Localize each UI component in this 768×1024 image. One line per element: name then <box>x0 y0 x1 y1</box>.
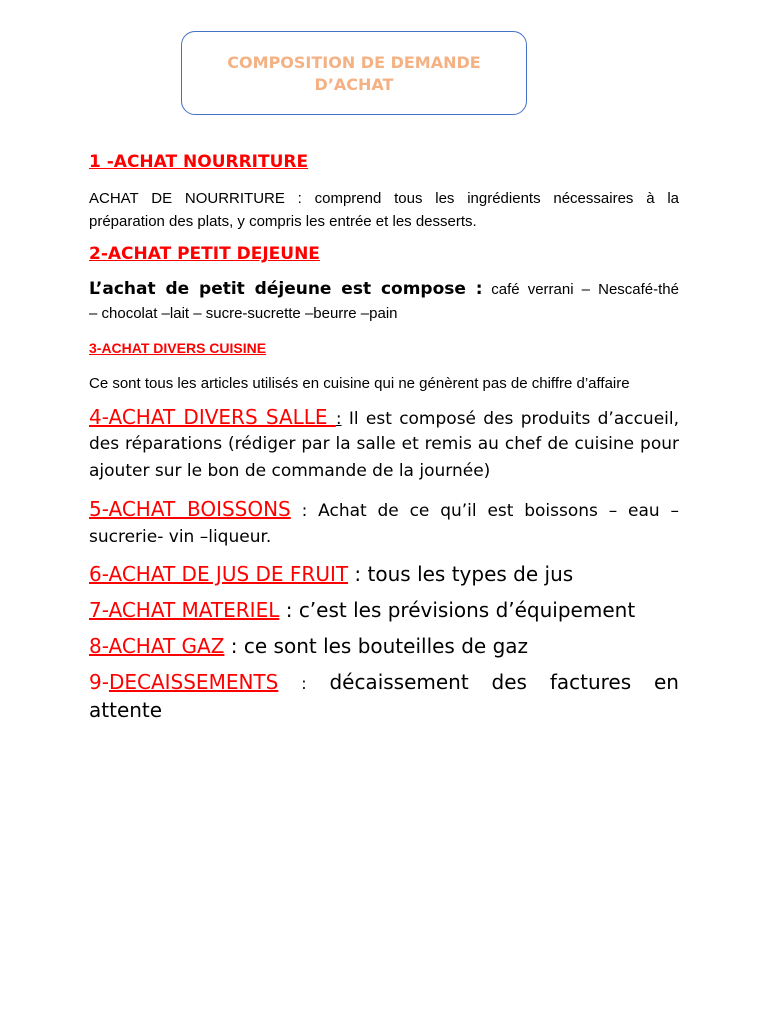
section-9-body-2 <box>89 696 679 724</box>
section-heading: 2-ACHAT PETIT DEJEUNE <box>89 244 320 264</box>
section-heading: DECAISSEMENTS <box>108 670 279 694</box>
section-colon: : <box>335 409 342 429</box>
section-body-line: : c’est les prévisions d’équipement <box>279 598 636 622</box>
section-heading: 3-ACHAT DIVERS CUISINE <box>89 340 267 356</box>
section-heading: 7-ACHAT MATERIEL <box>89 598 280 622</box>
section-8-block <box>89 632 679 660</box>
section-4-body-2 <box>89 431 679 458</box>
section-body-line: ACHAT DE NOURRITURE : comprend tous les ingrédients nécessaires à la <box>89 190 679 207</box>
section-body-line: préparation des plats, y compris les entrée et les desserts. <box>89 213 477 230</box>
document-title <box>182 52 526 96</box>
section-body-line: ajouter sur le bon de commande de la journée) <box>89 461 491 481</box>
section-body-line: Ce sont tous les articles utilisés en cuisine qui ne génèrent pas de chiffre d’affaire <box>89 375 630 392</box>
section-heading: 8-ACHAT GAZ <box>89 634 225 658</box>
section-4-block <box>89 404 679 433</box>
section-5-body-2 <box>89 524 679 551</box>
section-heading: 4-ACHAT DIVERS SALLE <box>89 405 336 429</box>
section-1-body-2 <box>89 210 679 233</box>
section-colon: : <box>301 674 307 693</box>
section-heading-prefix: 9- <box>89 670 109 694</box>
section-heading: 5-ACHAT BOISSONS <box>89 497 291 521</box>
section-body-line: Achat de ce qu’il est boissons – eau – <box>318 501 680 521</box>
section-1-heading-block <box>89 152 679 172</box>
section-body-line: décaissement des factures en <box>329 670 679 694</box>
section-body-line: Il est composé des produits d’accueil, <box>348 409 680 429</box>
section-6-block <box>89 560 679 588</box>
section-body-line: attente <box>89 698 163 722</box>
section-2-body <box>89 278 679 301</box>
section-5-block <box>89 496 679 525</box>
section-1-body <box>89 187 679 210</box>
section-body-line: des réparations (rédiger par la salle et remis au chef de cuisine pour <box>89 434 679 454</box>
section-body-line: – chocolat –lait – sucre-sucrette –beurre –pain <box>89 305 398 322</box>
section-4-body-3 <box>89 458 679 485</box>
section-2-heading-block <box>89 244 679 264</box>
section-9-block <box>89 668 679 698</box>
section-colon: : <box>301 501 308 521</box>
section-7-block <box>89 596 679 624</box>
title-line-1: COMPOSITION DE DEMANDE <box>227 53 481 72</box>
section-heading: 1 -ACHAT NOURRITURE <box>89 152 309 172</box>
section-body-line: café verrani – Nescafé-thé <box>491 281 679 298</box>
section-3-heading-block <box>89 338 679 357</box>
section-3-body <box>89 372 679 395</box>
section-lead: L’achat de petit déjeune est compose : <box>89 279 483 299</box>
section-body-line: sucrerie- vin –liqueur. <box>89 527 272 547</box>
section-body-line: : tous les types de jus <box>348 562 574 586</box>
title-line-2: D’ACHAT <box>314 75 394 94</box>
section-heading: 6-ACHAT DE JUS DE FRUIT <box>89 562 349 586</box>
section-body-line: : ce sont les bouteilles de gaz <box>224 634 529 658</box>
title-box <box>181 31 527 115</box>
section-2-body-2 <box>89 302 679 325</box>
